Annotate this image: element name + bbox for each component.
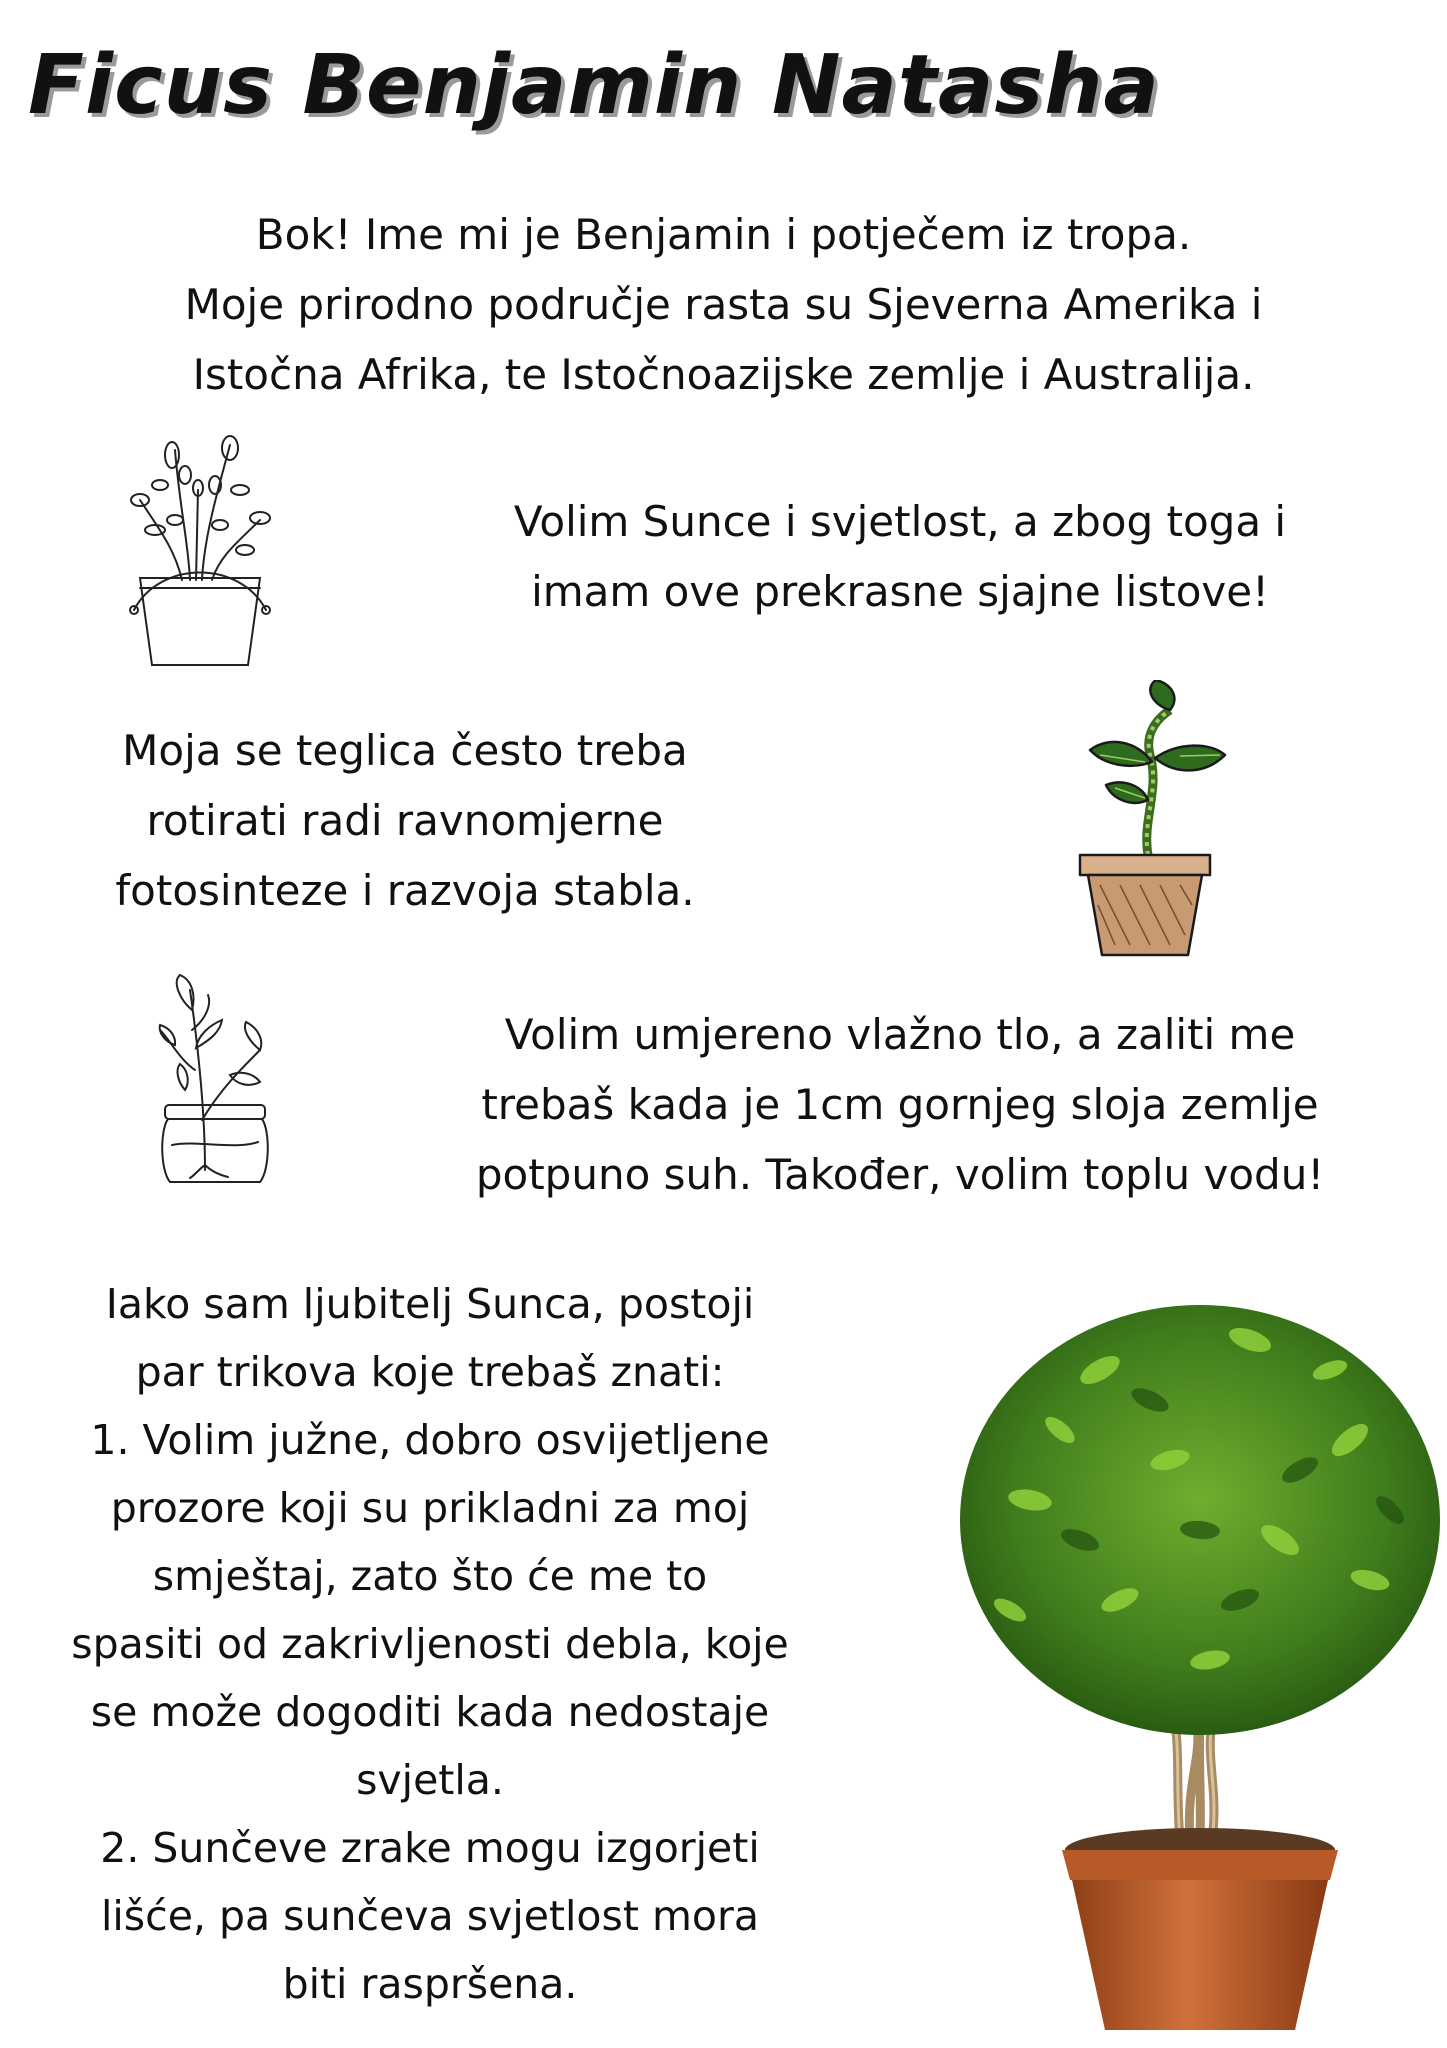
intro-line: Bok! Ime mi je Benjamin i potječem iz tropa.	[255, 210, 1192, 259]
seedling-pot-icon	[1060, 680, 1230, 960]
tricks-line: 1. Volim južne, dobro osvijetljene	[90, 1416, 770, 1464]
sunlight-paragraph	[360, 487, 1440, 627]
watering-line: Volim umjereno vlažno tlo, a zaliti me	[504, 1010, 1296, 1059]
pot-rotation-paragraph	[10, 716, 800, 926]
pot-rotation-line: fotosinteze i razvoja stabla.	[115, 866, 695, 915]
plant-jar-sketch-icon	[150, 970, 280, 1190]
watering-line: potpuno suh. Također, volim toplu vodu!	[475, 1150, 1325, 1199]
page-title: Ficus Benjamin Natasha	[28, 38, 1160, 133]
intro-line: Istočna Afrika, te Istočnoazijske zemlje i Australija.	[192, 350, 1255, 399]
tricks-line: se može dogoditi kada nedostaje	[90, 1688, 770, 1736]
plant-bucket-sketch-icon	[120, 430, 280, 680]
watering-paragraph	[360, 1000, 1440, 1210]
tricks-line: 2. Sunčeve zrake mogu izgorjeti	[100, 1824, 760, 1872]
intro-line: Moje prirodno područje rasta su Sjeverna Amerika i	[184, 280, 1263, 329]
tricks-line: biti raspršena.	[282, 1960, 578, 2008]
watering-line: trebaš kada je 1cm gornjeg sloja zemlje	[481, 1080, 1319, 1129]
pot-rotation-line: Moja se teglica često treba	[122, 726, 688, 775]
tricks-line: svjetla.	[356, 1756, 504, 1804]
tricks-line: prozore koji su prikladni za moj	[110, 1484, 750, 1532]
sunlight-line: imam ove prekrasne sjajne listove!	[531, 567, 1269, 616]
tricks-paragraph	[0, 1270, 860, 2018]
intro-paragraph	[0, 200, 1447, 410]
tricks-line: smještaj, zato što će me to	[152, 1552, 708, 1600]
tricks-line: spasiti od zakrivljenosti debla, koje	[71, 1620, 789, 1668]
sunlight-line: Volim Sunce i svjetlost, a zbog toga i	[513, 497, 1287, 546]
tricks-line: Iako sam ljubitelj Sunca, postoji	[105, 1280, 755, 1328]
ficus-tree-photo	[950, 1280, 1447, 2040]
pot-rotation-line: rotirati radi ravnomjerne	[146, 796, 664, 845]
tricks-line: lišće, pa sunčeva svjetlost mora	[101, 1892, 759, 1940]
tricks-line: par trikova koje trebaš znati:	[135, 1348, 725, 1396]
